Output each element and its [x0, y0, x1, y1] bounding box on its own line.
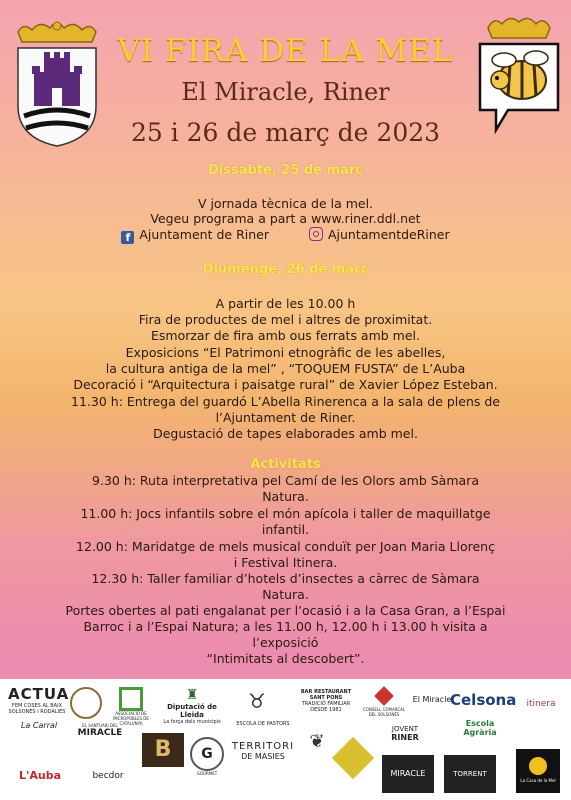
gourmet-logo: G — [190, 737, 224, 771]
saturday-line: V jornada tècnica de la mel. — [197, 196, 374, 211]
activity-line: 11.00 h: Jocs infantils sobre el món apícola i taller de maquillatge — [80, 506, 491, 521]
sunday-line: la cultura antiga de la mel” , “TOQUEM FUSTA” de L’Auba — [105, 361, 466, 376]
instagram-link[interactable] — [309, 227, 450, 242]
gourmet-label: GOURMET — [196, 771, 218, 776]
la-carral-logo: La Carral — [20, 721, 58, 730]
jovent-riner-logo: JOVENT RINER — [391, 725, 419, 742]
social-links — [0, 227, 571, 244]
cow-logo: ♉ — [248, 689, 266, 713]
b-logo: B — [142, 733, 184, 767]
miracle-dark-logo: MIRACLE — [382, 755, 434, 793]
celsona-logo: Celsona — [450, 691, 517, 709]
sunday-line: Decoració i “Arquitectura i paisatge rural” de Xavier López Esteban. — [73, 377, 498, 392]
actua-logo: ACTUA FEM COSES AL BAIX SOLSONÈS I RODALIES — [8, 685, 70, 715]
instagram-icon — [309, 227, 323, 241]
casa-mel-logo: La Casa de la Mel — [516, 749, 560, 793]
bar-restaurant-logo: BAR RESTAURANT SANT PONS TRADICIÓ FAMILIAR DESDE 1981 — [300, 689, 352, 713]
saturday-line: Vegeu programa a part a www.riner.ddl.net — [150, 211, 421, 226]
sunday-heading: Diumenge, 26 de març — [202, 262, 369, 277]
activity-line: Portes obertes al pati engalanat per l’ocasió i a la Casa Gran, a l’Espai — [65, 603, 506, 618]
sunday-line: Degustació de tapes elaborades amb mel. — [153, 426, 418, 441]
activity-line: 12.00 h: Maridatge de mels musical conduït per Joan Maria Llorenç — [76, 539, 495, 554]
torrent-logo: TORRENT — [444, 755, 496, 793]
activity-line: Natura. — [262, 587, 309, 602]
event-place: El Miracle, Riner — [181, 78, 390, 106]
sunday-line: Esmorzar de fira amb ous ferrats amb mel. — [150, 328, 420, 343]
activity-line: l’exposició — [252, 635, 319, 650]
saturday-heading: Dissabte, 25 de març — [208, 163, 363, 178]
escola-agraria-logo: Escola Agrària — [463, 719, 497, 737]
itinera-logo: itinera — [526, 699, 556, 709]
instagram-label: AjuntamentdeRiner — [327, 227, 450, 242]
activity-line: Natura. — [262, 489, 309, 504]
sunday-line: Exposicions “El Patrimoni etnogràfic de les abelles, — [125, 345, 446, 360]
sunday-line: 11.30 h: Entrega del guardó L’Abella Rinerenca a la sala de plens de — [71, 394, 500, 409]
event-title: VI FIRA DE LA MEL — [117, 33, 454, 69]
sunday-line: A partir de les 10.00 h — [215, 296, 356, 311]
sponsor-logos — [0, 679, 571, 800]
activity-line: 9.30 h: Ruta interpretativa pel Camí de les Olors amb Sàmara — [92, 473, 479, 488]
territori-masies-logo: ESCOLA DE PASTORS TERRITORI DE MASIES — [231, 721, 295, 761]
bee-icon — [474, 14, 564, 134]
activity-line: “Intimitats al descobert”. — [206, 651, 365, 666]
facebook-label: Ajuntament de Riner — [139, 227, 269, 242]
activity-line: 12.30 h: Taller familiar d’hotels d’insectes a càrrec de Sàmara — [91, 571, 480, 586]
lauba-logo: L'Auba — [18, 769, 62, 782]
activity-line: i Festival Itinera. — [233, 555, 338, 570]
santuari-miracle-logo: EL SANTUARI DEL MIRACLE — [77, 723, 123, 738]
facebook-link[interactable] — [121, 227, 269, 244]
activity-line: Barroc i a l’Espai Natura; a les 11.00 h, 12.00 h i 13.00 h visita a — [83, 619, 488, 634]
seal-logo — [70, 687, 102, 719]
facebook-icon: f — [121, 231, 134, 244]
diputacio-logo: ♜ Diputació de Lleida La força dels municipis — [163, 687, 221, 725]
leaf-logo: ❦ — [309, 731, 325, 752]
event-dates: 25 i 26 de març de 2023 — [130, 118, 441, 147]
sunday-line: l’Ajuntament de Riner. — [215, 410, 356, 425]
activities-heading: Activitats — [250, 457, 321, 472]
sunday-line: Fira de productes de mel i altres de proximitat. — [138, 312, 433, 327]
diamond-logo — [332, 737, 374, 779]
activity-line: infantil. — [261, 522, 310, 537]
consell-logo: CONSELL COMARCAL DEL SOLSONÈS — [360, 689, 408, 717]
micropobles-logo: ASSOCIACIÓ DE MICROPOBLES DE CATALUNYA — [112, 687, 150, 717]
el-miracle-logo: El Miracle — [412, 695, 452, 704]
becdor-logo: becdor — [92, 771, 124, 781]
